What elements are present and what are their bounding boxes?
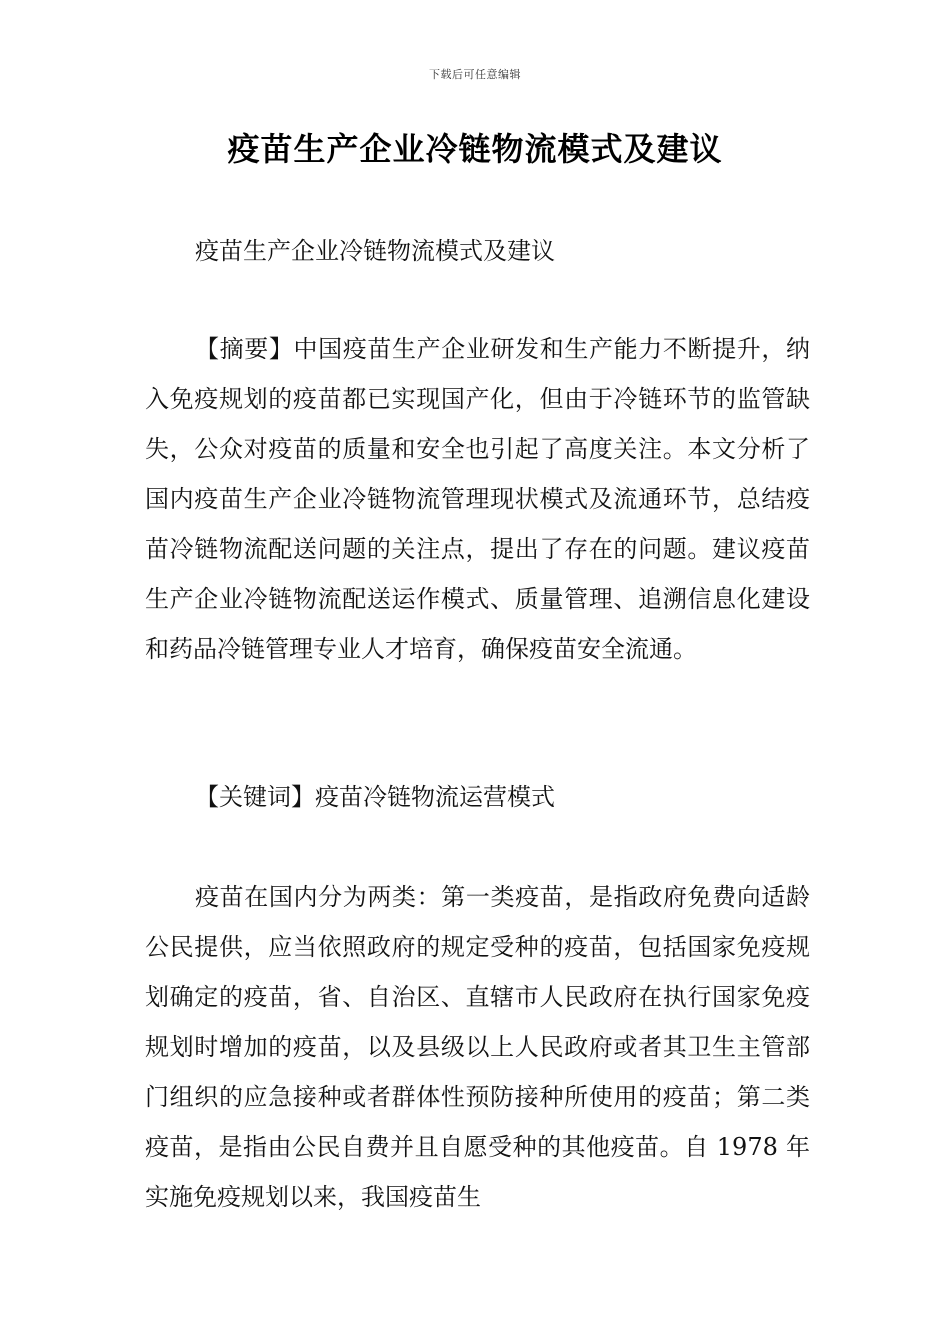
document-subtitle: 疫苗生产企业冷链物流模式及建议 bbox=[195, 237, 555, 265]
header-note: 下载后可任意编辑 bbox=[429, 68, 521, 81]
keywords-paragraph: 【关键词】疫苗冷链物流运营模式 bbox=[195, 783, 555, 811]
body-paragraph: 疫苗在国内分为两类：第一类疫苗，是指政府免费向适龄公民提供，应当依照政府的规定受种的疫苗，包括国家免疫规划确定的疫苗，省、自治区、直辖市人民政府在执行国家免疫规划时增加的疫苗，以及县级以上人民政府或者其卫生主管部门组织的应急接种或者群体性预防接种所使用的疫苗；第二类疫苗，是指由公民自费并且自愿受种的其他疫苗。自 1978 年实施免疫规划以来，我国疫苗生 bbox=[145, 883, 810, 1211]
document-title: 疫苗生产企业冷链物流模式及建议 bbox=[227, 130, 723, 168]
abstract-paragraph: 【摘要】中国疫苗生产企业研发和生产能力不断提升，纳入免疫规划的疫苗都已实现国产化，但由于冷链环节的监管缺失，公众对疫苗的质量和安全也引起了高度关注。本文分析了国内疫苗生产企业冷链物流管理现状模式及流通环节，总结疫苗冷链物流配送问题的关注点，提出了存在的问题。建议疫苗生产企业冷链物流配送运作模式、质量管理、追溯信息化建设和药品冷链管理专业人才培育，确保疫苗安全流通。 bbox=[145, 335, 810, 663]
